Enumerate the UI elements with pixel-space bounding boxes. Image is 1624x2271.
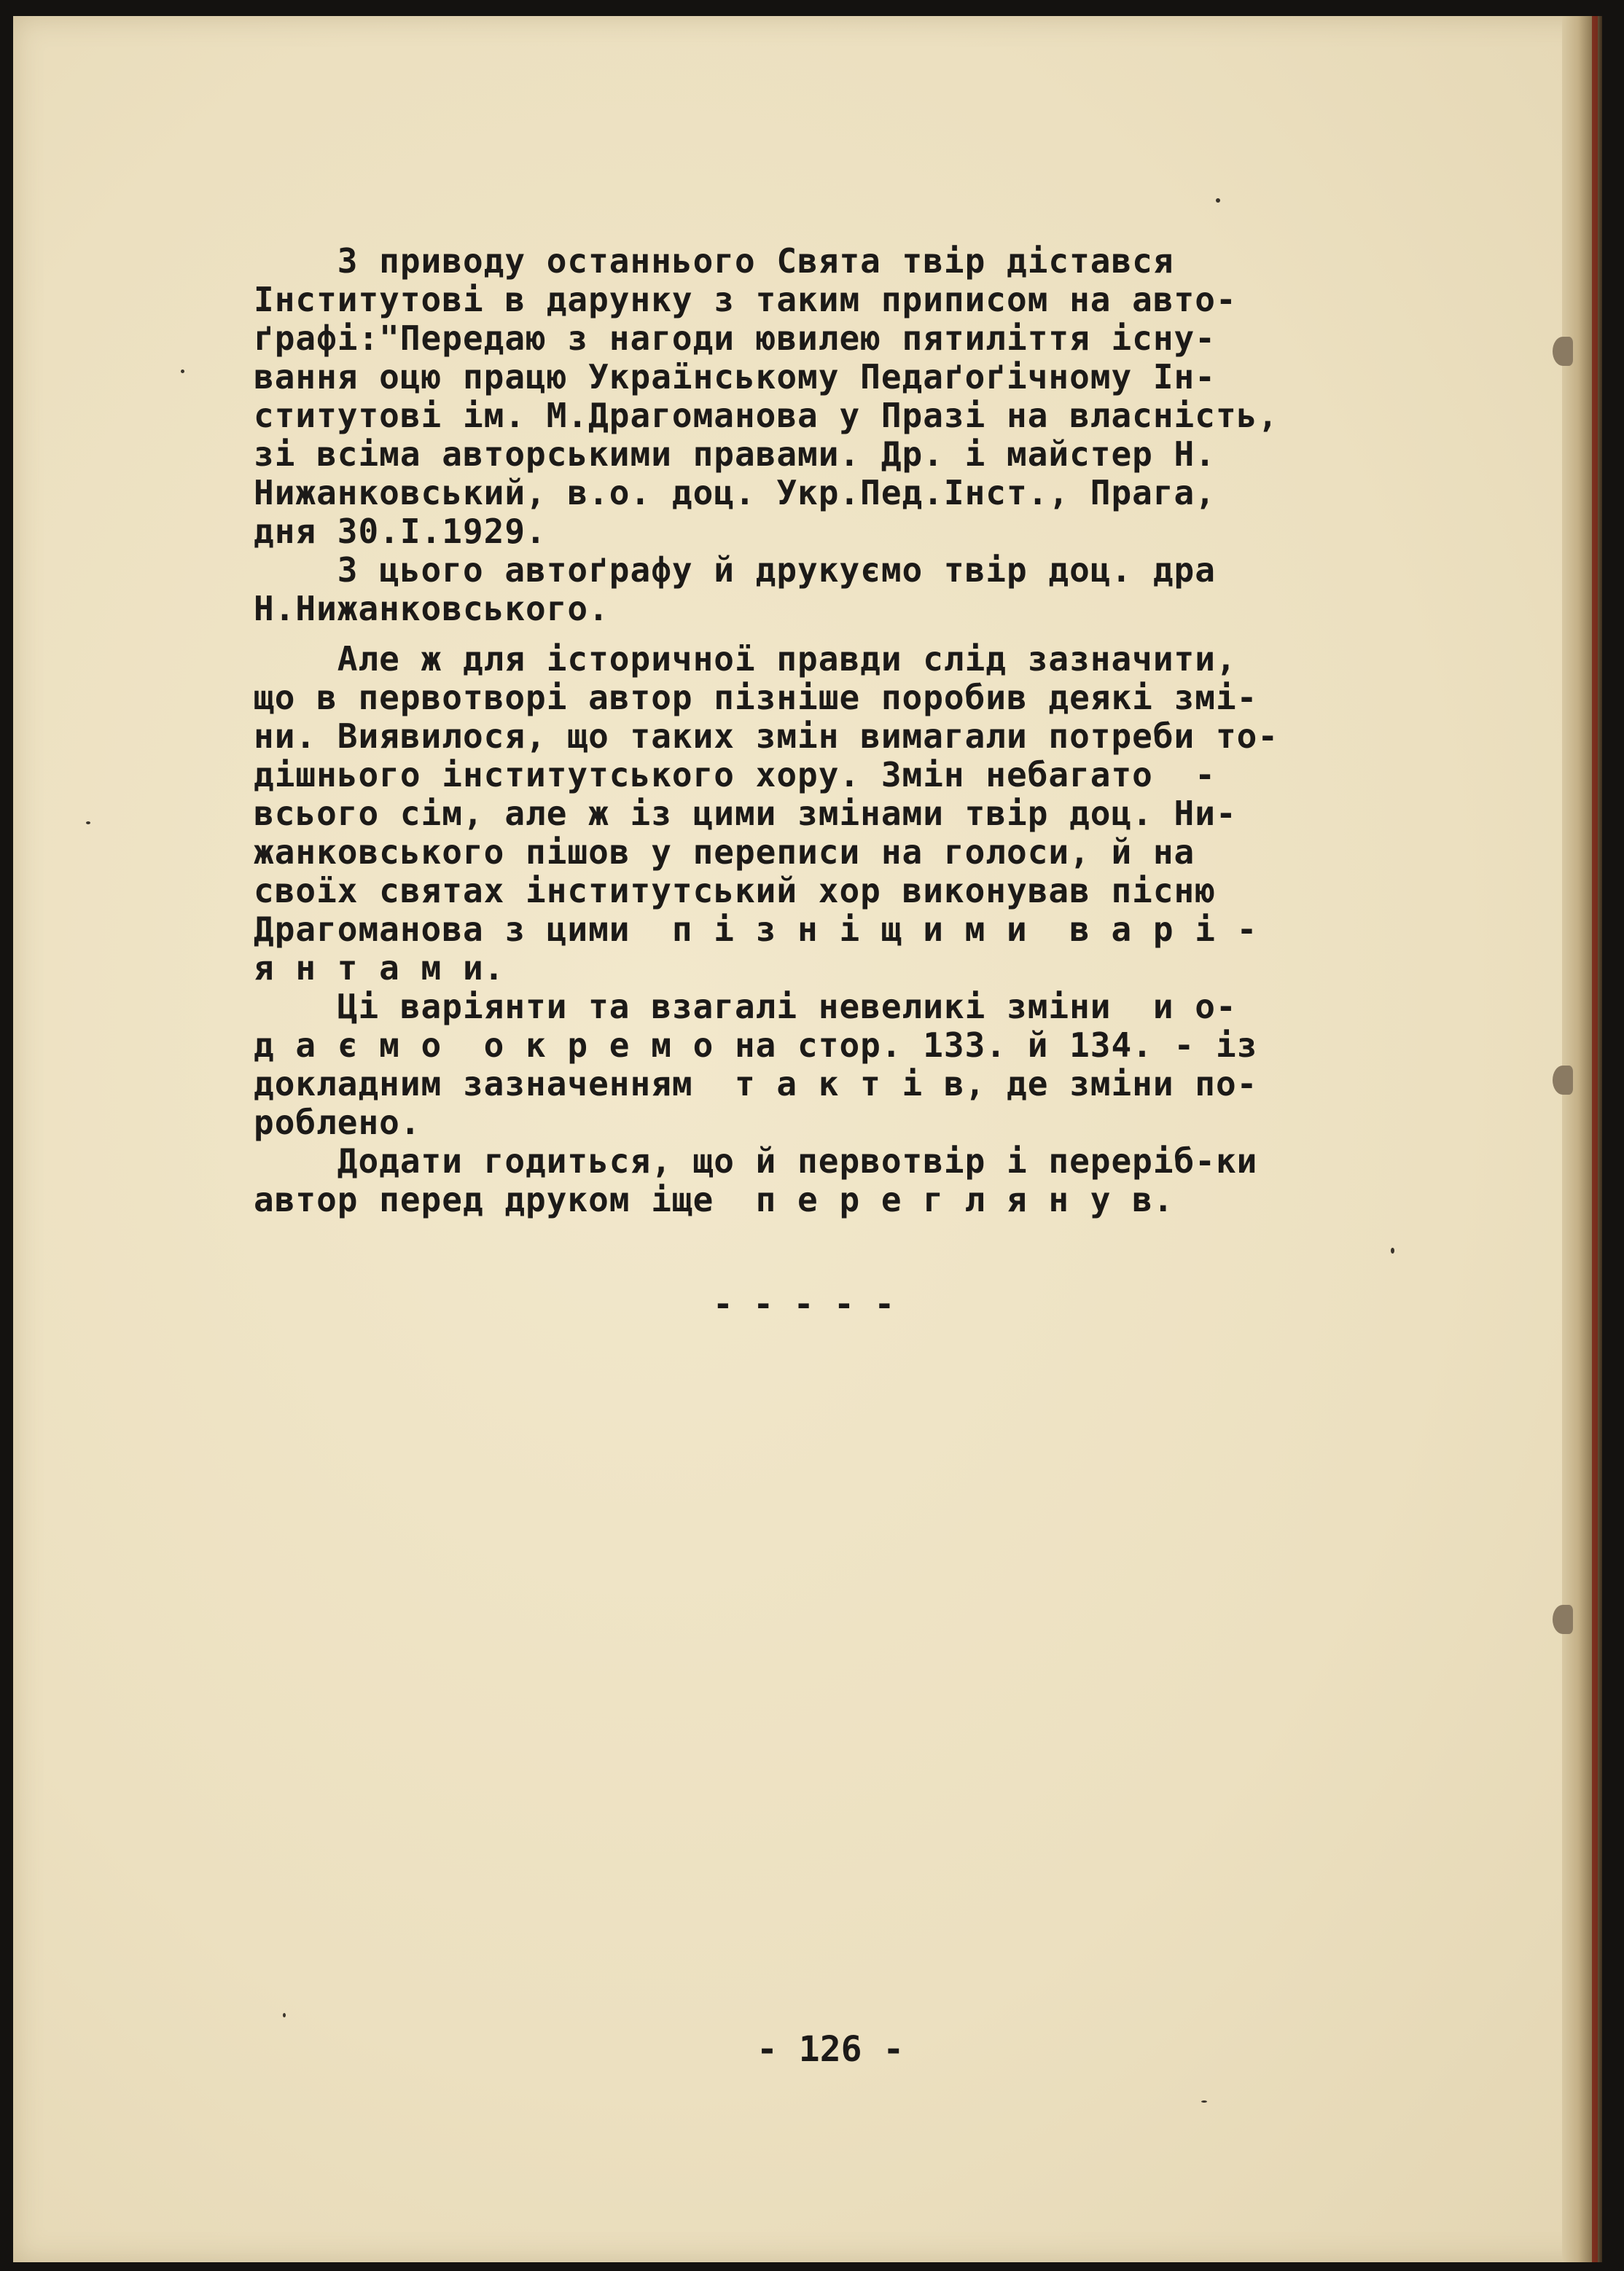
page-number: - 126 - xyxy=(757,2029,905,2070)
binding-edge xyxy=(1592,16,1598,2262)
ink-speck xyxy=(86,821,90,824)
page-tab-mark xyxy=(1553,1605,1573,1634)
text-line: зі всіма авторськими правами. Др. і майстер Н. xyxy=(254,434,1216,474)
text-line: вання оцю працю Українському Педаґоґічному Ін- xyxy=(254,357,1216,396)
text-line: д а є м о о к р е м о на стор. 133. й 134. - із xyxy=(254,1025,1258,1065)
section-divider: - - - - - xyxy=(713,1284,895,1324)
text-line: ни. Виявилося, що таких змін вимагали потреби то- xyxy=(254,716,1279,756)
text-line: своїх святах інститутський хор виконував пісню xyxy=(254,871,1216,910)
paragraph xyxy=(254,1142,1449,1219)
ink-speck xyxy=(1201,2100,1207,2103)
ink-speck xyxy=(1216,198,1220,203)
text-line: автор перед друком іще п е р е г л я н у в. xyxy=(254,1180,1174,1219)
text-line: докладним зазначенням т а к т і в, де зміни по- xyxy=(254,1064,1258,1103)
body-text xyxy=(254,242,1449,1219)
page-tab-mark xyxy=(1553,1066,1573,1095)
text-line: З приводу останнього Свята твір дістався xyxy=(254,241,1174,281)
ink-speck xyxy=(283,2013,286,2017)
text-line: Нижанковський, в.о. доц. Укр.Пед.Інст., Прага, xyxy=(254,473,1216,512)
text-line: Але ж для історичної правди слід зазначити, xyxy=(254,639,1237,679)
text-line: всього сім, але ж із цими змінами твір доц. Ни- xyxy=(254,794,1237,833)
text-line: я н т а м и. xyxy=(254,948,505,988)
paragraph xyxy=(254,988,1449,1142)
ink-speck xyxy=(181,370,184,373)
text-line: жанковського пішов у переписи на голоси, й на xyxy=(254,832,1195,872)
text-line: роблено. xyxy=(254,1103,421,1142)
text-line: дішнього інститутського хору. Змін небагато - xyxy=(254,755,1216,794)
paper-page xyxy=(13,16,1602,2262)
text-line: З цього автоґрафу й друкуємо твір доц. дра xyxy=(254,550,1216,590)
text-line: Інститутові в дарунку з таким приписом на авто- xyxy=(254,280,1237,319)
page-tab-mark xyxy=(1553,337,1573,366)
text-line: ґрафі:"Передаю з нагоди ювилею пятиліття існу- xyxy=(254,318,1216,358)
text-line: Н.Нижанковського. xyxy=(254,589,609,628)
text-line: Ці варіянти та взагалі невеликі зміни и о- xyxy=(254,987,1237,1026)
paragraph xyxy=(254,551,1449,628)
text-line: що в первотворі автор пізніше поробив деякі змі- xyxy=(254,678,1258,717)
text-line: дня 30.І.1929. xyxy=(254,512,547,551)
ink-speck xyxy=(1391,1248,1394,1254)
paragraph xyxy=(254,242,1449,551)
text-line: ститутові ім. М.Драгоманова у Празі на власність, xyxy=(254,396,1279,435)
paragraph xyxy=(254,640,1449,988)
text-line: Додати годиться, що й первотвір і переріб-ки xyxy=(254,1141,1258,1181)
text-line: Драгоманова з цими п і з н і щ и м и в а р і - xyxy=(254,910,1258,949)
